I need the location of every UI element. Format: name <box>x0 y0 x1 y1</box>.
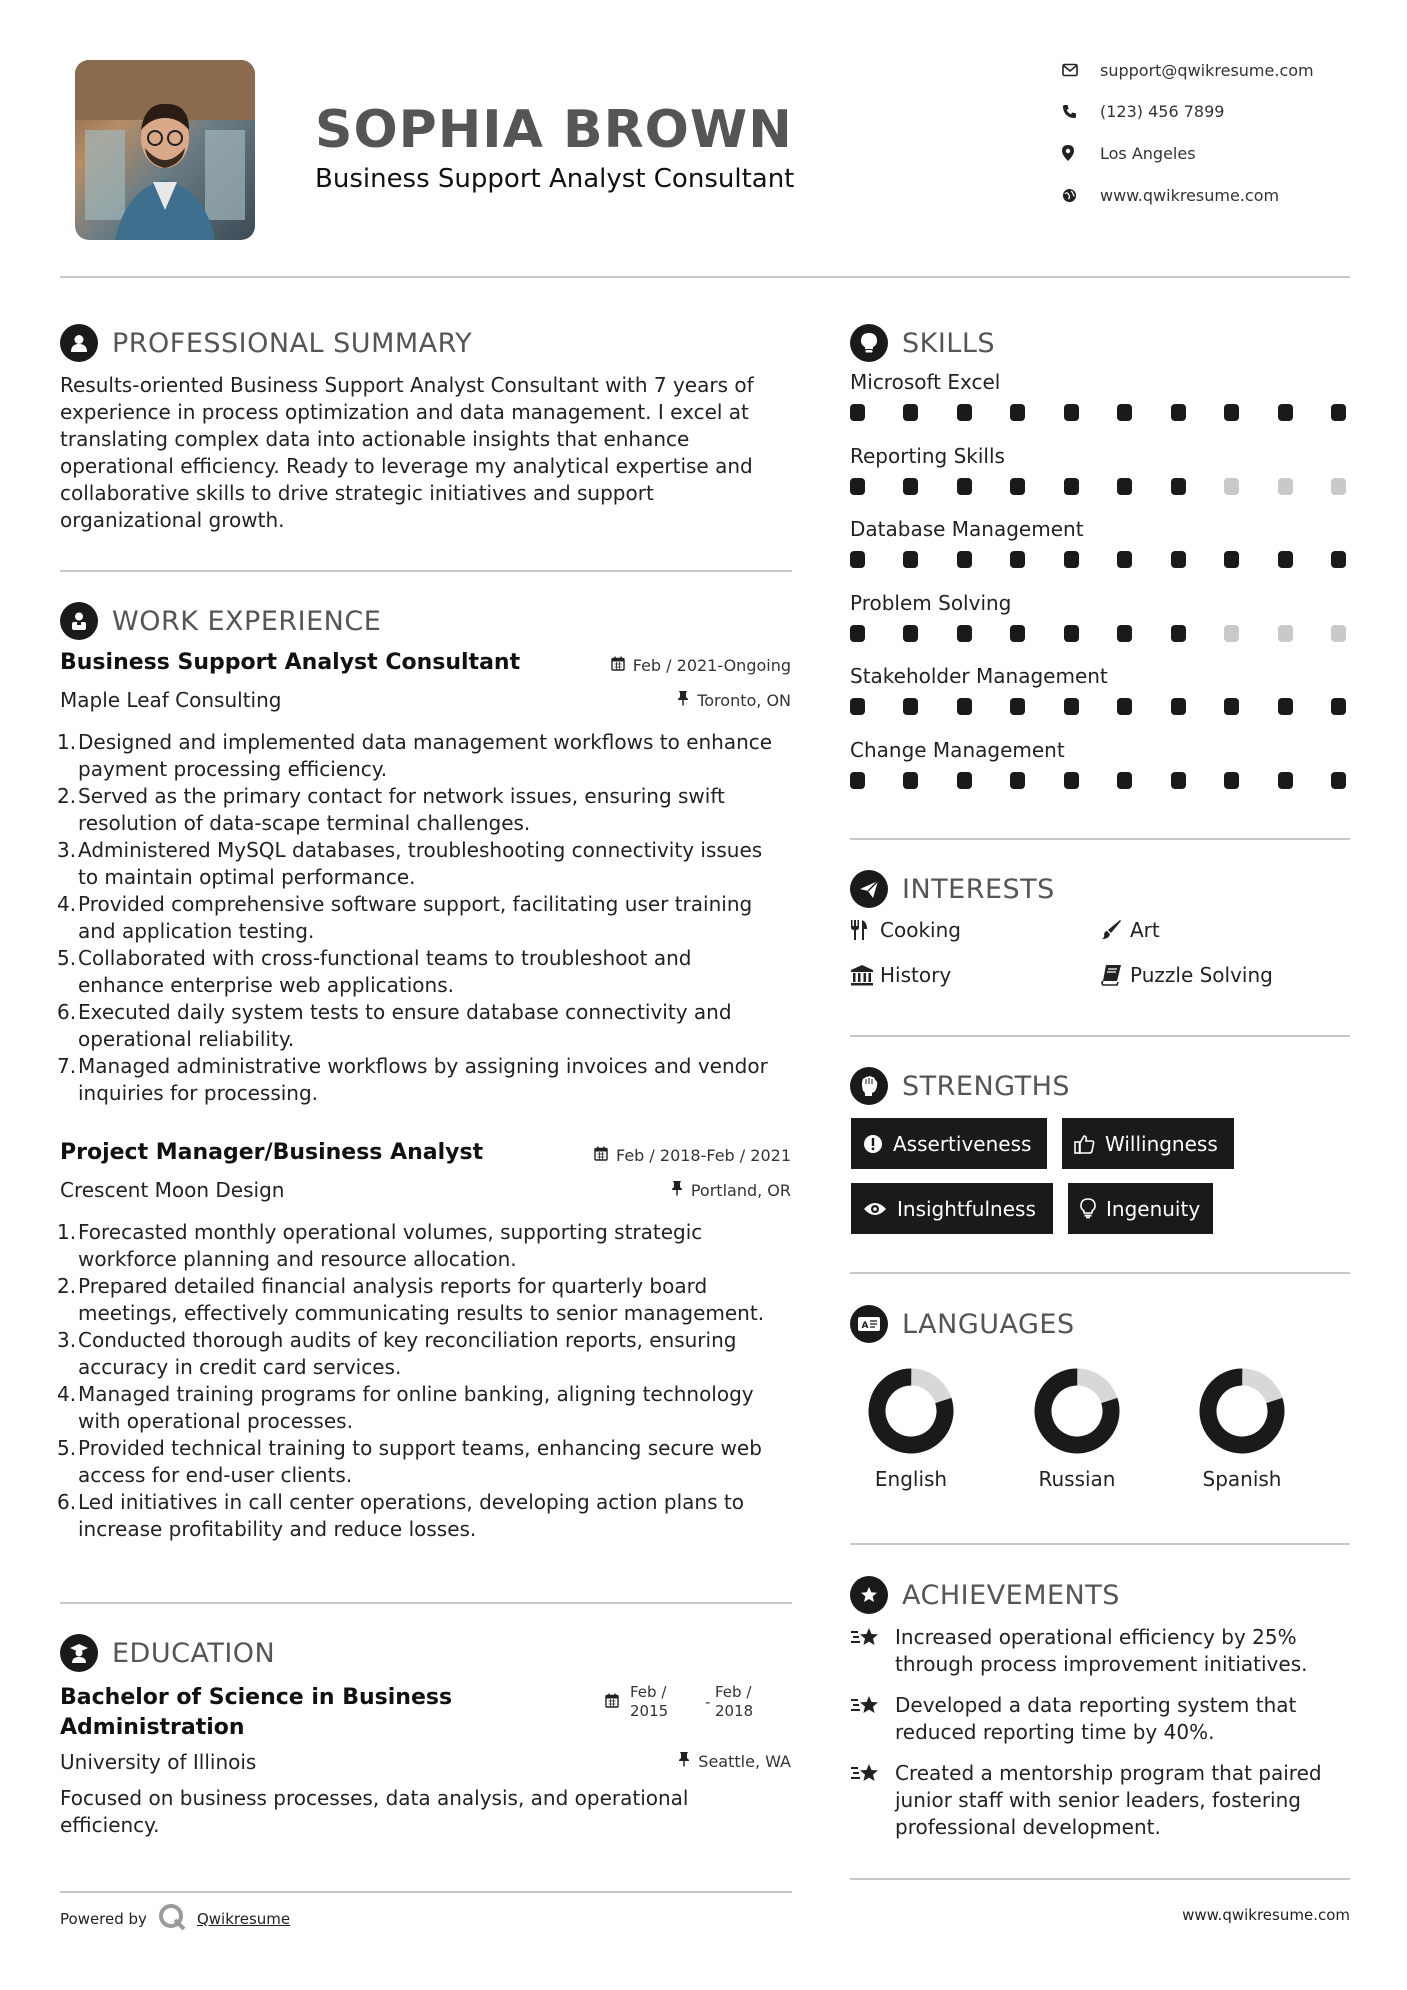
skill-item <box>850 738 1350 812</box>
rating-dot-filled <box>1064 551 1079 568</box>
list-item: Managed training programs for online banking, aligning technology with operational processes. <box>78 1382 754 1433</box>
qwikresume-logo-icon <box>157 1902 187 1936</box>
list-item: Administered MySQL databases, troubleshooting connectivity issues to maintain optimal performance. <box>78 838 763 889</box>
skill-rating <box>850 625 1346 642</box>
rating-dot-filled <box>903 698 918 715</box>
rating-dot-filled <box>1010 698 1025 715</box>
skills-list <box>850 370 1350 811</box>
rating-dot-filled <box>1064 625 1079 642</box>
footer-branding: Powered by Qwikresume <box>60 1902 290 1936</box>
contact-location <box>1062 141 1196 165</box>
rating-dot-filled <box>1171 404 1186 421</box>
footer-url[interactable]: www.qwikresume.com <box>1182 1906 1350 1924</box>
job-title: Business Support Analyst Consultant <box>60 650 521 675</box>
list-item: Provided technical training to support teams, enhancing secure web access for end-user clients. <box>78 1436 762 1487</box>
phone-icon <box>1062 104 1100 119</box>
languages-heading: A LANGUAGES <box>850 1304 1075 1344</box>
job-location: Portland, OR <box>671 1180 791 1200</box>
job-dates: Feb / 2018-Feb / 2021 <box>594 1146 791 1165</box>
briefcase-user-icon <box>60 602 98 640</box>
calendar-icon <box>594 1146 608 1165</box>
achievement-item: Created a mentorship program that paired junior staff with senior leaders, fostering professional development. <box>850 1760 1350 1841</box>
rating-dot-filled <box>1064 698 1079 715</box>
calendar-icon <box>605 1693 619 1712</box>
achievements-divider <box>850 1878 1350 1880</box>
skill-rating <box>850 551 1346 568</box>
rating-dot-filled <box>1278 698 1293 715</box>
list-item: Provided comprehensive software support, facilitating user training and application testing. <box>78 892 753 943</box>
rating-dot-filled <box>903 404 918 421</box>
phone-text: (123) 456 7899 <box>1100 101 1225 121</box>
utensils-icon <box>850 919 880 941</box>
calendar-icon <box>611 656 625 675</box>
summary-heading: PROFESSIONAL SUMMARY <box>60 323 472 363</box>
contact-website[interactable] <box>1062 183 1279 207</box>
rating-dot-empty <box>1331 478 1346 495</box>
proficiency-ring <box>1198 1367 1286 1455</box>
rating-dot-filled <box>1171 698 1186 715</box>
experience-divider <box>60 1602 792 1604</box>
rating-dot-filled <box>1117 478 1132 495</box>
book-icon <box>1100 964 1130 986</box>
paper-plane-icon <box>850 870 888 908</box>
skill-item <box>850 591 1350 665</box>
strength-tag: Insightfulness <box>851 1183 1053 1234</box>
skill-item <box>850 664 1350 738</box>
skill-rating <box>850 772 1346 789</box>
rating-dot-filled <box>1010 551 1025 568</box>
skill-name: Problem Solving <box>850 590 1012 615</box>
lightbulb-icon <box>1080 1198 1096 1219</box>
shooting-star-icon <box>850 1760 895 1841</box>
experience-heading: WORK EXPERIENCE <box>60 601 381 641</box>
rating-dot-filled <box>957 772 972 789</box>
pushpin-icon <box>671 1180 683 1200</box>
rating-dot-filled <box>1117 772 1132 789</box>
education-description: Focused on business processes, data analysis, and operational efficiency. <box>60 1786 689 1837</box>
rating-dot-filled <box>1278 772 1293 789</box>
list-item: Conducted thorough audits of key reconciliation reports, ensuring accuracy in credit card services. <box>78 1328 737 1379</box>
rating-dot-filled <box>850 698 865 715</box>
rating-dot-filled <box>1224 551 1239 568</box>
list-item: Designed and implemented data management workflows to enhance payment processing efficiency. <box>78 730 773 781</box>
skill-name: Stakeholder Management <box>850 664 1108 688</box>
job-title: Project Manager/Business Analyst <box>60 1140 484 1165</box>
rating-dot-filled <box>850 478 865 495</box>
rating-dot-filled <box>1117 551 1132 568</box>
strengths-divider <box>850 1272 1350 1274</box>
degree-title: Bachelor of Science in Business Administration <box>60 1685 453 1740</box>
skill-name: Database Management <box>850 517 1084 541</box>
rating-dot-filled <box>850 551 865 568</box>
skill-name: Change Management <box>850 737 1065 762</box>
skill-item <box>850 517 1350 591</box>
interests-heading: INTERESTS <box>850 869 1055 909</box>
school-location: Seattle, WA <box>678 1751 791 1771</box>
lightbulb-icon <box>850 324 888 362</box>
rating-dot-filled <box>1117 625 1132 642</box>
rating-dot-filled <box>903 478 918 495</box>
skill-item <box>850 444 1350 518</box>
education-heading: EDUCATION <box>60 1633 275 1673</box>
website-text: www.qwikresume.com <box>1100 185 1280 205</box>
language-item: Russian <box>1017 1367 1137 1491</box>
strength-tag: Assertiveness <box>851 1118 1047 1169</box>
language-card-icon <box>850 1305 888 1343</box>
strengths-heading: STRENGTHS <box>850 1066 1070 1106</box>
summary-divider <box>60 570 792 572</box>
rating-dot-filled <box>850 625 865 642</box>
interest-item: Art <box>1100 918 1160 942</box>
skill-rating <box>850 698 1346 715</box>
interest-item: Cooking <box>850 918 961 942</box>
list-item: Executed daily system tests to ensure database connectivity and operational reliability. <box>78 1000 732 1051</box>
rating-dot-empty <box>1278 625 1293 642</box>
contact-phone[interactable] <box>1062 99 1224 123</box>
pushpin-icon <box>677 690 689 710</box>
skill-item <box>850 370 1350 444</box>
rating-dot-filled <box>850 772 865 789</box>
company-name: Crescent Moon Design <box>60 1178 285 1202</box>
achievement-item: Increased operational efficiency by 25% through process improvement initiatives. <box>850 1624 1350 1678</box>
rating-dot-filled <box>903 772 918 789</box>
achievements-heading: ACHIEVEMENTS <box>850 1575 1120 1615</box>
interests-divider <box>850 1035 1350 1037</box>
rating-dot-filled <box>1010 772 1025 789</box>
rating-dot-filled <box>957 404 972 421</box>
rating-dot-filled <box>1331 772 1346 789</box>
fist-icon <box>850 1067 888 1105</box>
exclamation-circle-icon <box>863 1134 883 1154</box>
education-dates: Feb / 2015 - Feb / 2018 <box>605 1683 795 1723</box>
pushpin-icon <box>678 1751 690 1771</box>
globe-icon <box>1062 188 1100 203</box>
rating-dot-filled <box>1064 772 1079 789</box>
skill-name: Reporting Skills <box>850 443 1005 468</box>
rating-dot-filled <box>1331 404 1346 421</box>
skills-divider <box>850 838 1350 840</box>
rating-dot-filled <box>850 404 865 421</box>
shooting-star-icon <box>850 1624 895 1678</box>
education-divider <box>60 1891 792 1893</box>
rating-dot-filled <box>1010 478 1025 495</box>
list-item: Forecasted monthly operational volumes, supporting strategic workforce planning and resource allocation. <box>78 1220 703 1271</box>
interest-item: History <box>850 963 951 987</box>
rating-dot-filled <box>1117 404 1132 421</box>
skills-heading: SKILLS <box>850 323 995 363</box>
list-item: Managed administrative workflows by assigning invoices and vendor inquiries for processing. <box>78 1054 768 1105</box>
list-item: Served as the primary contact for network issues, ensuring swift resolution of data-scape terminal challenges. <box>78 784 725 835</box>
shooting-star-icon <box>850 1692 895 1746</box>
rating-dot-filled <box>1224 404 1239 421</box>
rating-dot-filled <box>1010 625 1025 642</box>
rating-dot-filled <box>1278 551 1293 568</box>
rating-dot-filled <box>1331 551 1346 568</box>
rating-dot-filled <box>1171 551 1186 568</box>
email-text: support@qwikresume.com <box>1100 60 1314 80</box>
skill-name: Microsoft Excel <box>850 370 1001 394</box>
summary-text: Results-oriented Business Support Analyst Consultant with 7 years of experience in process optimization and data management. I excel at translating complex data into actionable insights that enhance operational efficiency. Ready to leverage my analytical expertise and collaborative skills to drive strategic initiatives and support organizational growth. <box>60 373 754 532</box>
rating-dot-filled <box>957 478 972 495</box>
language-item: Spanish <box>1182 1367 1302 1491</box>
company-name: Maple Leaf Consulting <box>60 688 282 712</box>
rating-dot-filled <box>1224 698 1239 715</box>
user-icon <box>60 324 98 362</box>
rating-dot-filled <box>903 551 918 568</box>
rating-dot-empty <box>1331 625 1346 642</box>
paintbrush-icon <box>1100 919 1130 941</box>
rating-dot-empty <box>1224 625 1239 642</box>
job-dates: Feb / 2021-Ongoing <box>611 656 791 675</box>
rating-dot-filled <box>1064 478 1079 495</box>
rating-dot-filled <box>1171 478 1186 495</box>
eye-icon <box>863 1201 887 1217</box>
rating-dot-filled <box>1064 404 1079 421</box>
landmark-icon <box>850 964 880 986</box>
thumbs-up-icon <box>1074 1134 1095 1154</box>
proficiency-ring <box>867 1367 955 1455</box>
rating-dot-filled <box>1117 698 1132 715</box>
rating-dot-filled <box>957 698 972 715</box>
rating-dot-filled <box>903 625 918 642</box>
envelope-icon <box>1062 63 1100 77</box>
list-item: Led initiatives in call center operations, developing action plans to increase profitability and reduce losses. <box>78 1490 744 1541</box>
rating-dot-filled <box>1331 698 1346 715</box>
skill-rating <box>850 478 1346 495</box>
interest-item: Puzzle Solving <box>1100 963 1273 987</box>
proficiency-ring <box>1033 1367 1121 1455</box>
rating-dot-filled <box>957 625 972 642</box>
rating-dot-filled <box>1171 772 1186 789</box>
rating-dot-empty <box>1224 478 1239 495</box>
header-divider <box>60 276 1350 278</box>
brand-link[interactable]: Qwikresume <box>196 1910 291 1928</box>
rating-dot-filled <box>1278 404 1293 421</box>
job-location: Toronto, ON <box>677 690 791 710</box>
svg-text:A: A <box>861 1321 869 1331</box>
rating-dot-filled <box>1171 625 1186 642</box>
map-pin-icon <box>1062 145 1100 161</box>
graduate-icon <box>60 1634 98 1672</box>
rating-dot-filled <box>957 551 972 568</box>
contact-email[interactable] <box>1062 58 1314 82</box>
rating-dot-filled <box>1224 772 1239 789</box>
languages-divider <box>850 1543 1350 1545</box>
candidate-title: Business Support Analyst Consultant <box>315 164 795 194</box>
list-item: Prepared detailed financial analysis reports for quarterly board meetings, effectively communicating results to senior management. <box>78 1274 765 1325</box>
achievement-item: Developed a data reporting system that reduced reporting time by 40%. <box>850 1692 1350 1746</box>
language-item: English <box>851 1367 971 1491</box>
strength-tag: Ingenuity <box>1068 1183 1213 1234</box>
rating-dot-filled <box>1010 404 1025 421</box>
candidate-name: SOPHIA BROWN <box>315 100 793 160</box>
school-name: University of Illinois <box>60 1750 257 1774</box>
strength-tag: Willingness <box>1062 1118 1234 1169</box>
location-text: Los Angeles <box>1100 143 1196 163</box>
list-item: Collaborated with cross-functional teams to troubleshoot and enhance enterprise web applications. <box>78 946 692 997</box>
job-responsibilities <box>60 1219 800 1543</box>
job-responsibilities <box>60 729 800 1107</box>
star-badge-icon <box>850 1576 888 1614</box>
rating-dot-empty <box>1278 478 1293 495</box>
profile-photo <box>75 60 255 240</box>
skill-rating <box>850 404 1346 421</box>
